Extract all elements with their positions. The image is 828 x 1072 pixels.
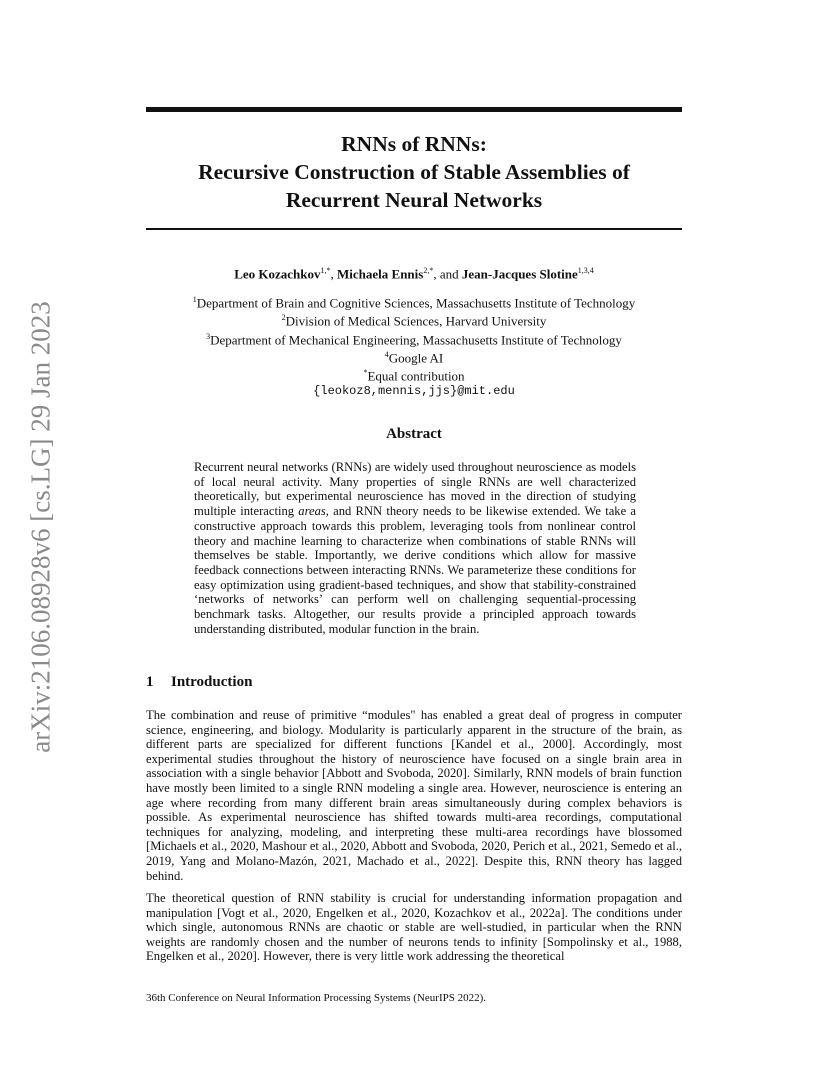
affiliation-text: Department of Brain and Cognitive Sciences, Massachusetts Institute of Technology: [196, 295, 636, 311]
section-number: 1: [146, 674, 154, 690]
abstract-heading: Abstract: [386, 426, 442, 442]
paper-title: [146, 130, 682, 214]
arxiv-identifier-stamp[interactable]: arXiv:2106.08928v6 [cs.LG] 29 Jan 2023: [25, 301, 56, 753]
section-title: Introduction: [171, 674, 253, 690]
affiliation-mark: 4: [384, 349, 389, 359]
author-list: [146, 262, 682, 282]
section-heading: [146, 674, 252, 691]
author-separator: ,: [330, 266, 338, 282]
author-name: Michaela Ennis: [337, 266, 424, 282]
author-name: Leo Kozachkov: [234, 266, 321, 282]
body-paragraph: The theoretical question of RNN stability is crucial for understanding information propagation and manipulation [Vogt et al., 2020, Engelken et al., 2020, Kozachkov et al., 2022a]. The conditions under which single, autonomous RNNs are chaotic or stable are well-studied, in particular when the RNN weights are randomly chosen and the number of neurons tends to infinity [Sompolinsky et al., 1988, Engelken et al., 2020]. However, there is very little work addressing the theoretical: [146, 891, 682, 964]
affiliation-text: Google AI: [388, 350, 444, 366]
author-separator: , and: [433, 266, 462, 282]
conference-footnote: 36th Conference on Neural Information Processing Systems (NeurIPS 2022).: [146, 992, 487, 1004]
body-paragraph: The combination and reuse of primitive “modules" has enabled a great deal of progress in computer science, engineering, and biology. Modularity is particularly apparent in the structure of the brain, as different parts are specialized for different functions [Kandel et al., 2000]. Accordingly, most experimental studies throughout the history of neuroscience have focused on a single brain area in association with a single behavior [Abbott and Svoboda, 2020]. Similarly, RNN models of brain function have mostly been limited to a single RNN modeling a single area. However, neuroscience is entering an age where recording from many different brain areas simultaneously during complex behaviors is possible. As experimental neuroscience has shifted towards multi-area recordings, computational techniques for analyzing, modeling, and interpreting these multi-area recordings have blossomed [Michaels et al., 2020, Mashour et al., 2020, Abbott and Svoboda, 2020, Perich et al., 2021, Semedo et al., 2019, Yang and Molano-Mazón, 2021, Machado et al., 2022]. Despite this, RNN theory has lagged behind.: [146, 708, 682, 883]
affiliation-mark: 1: [192, 295, 197, 304]
title-line-1: RNNs of RNNs:: [341, 132, 487, 156]
title-bottom-rule: [146, 228, 682, 230]
affiliation: [146, 310, 682, 328]
author-affiliation-marks: 1,3,4: [577, 266, 594, 275]
abstract-text-part: Recurrent neural networks (RNNs) are widely used throughout neuroscience as models of local neural activity. Many properties of single RNNs are well characterized theoretically, but experimental neuroscience has moved in the direction of studying multiple interacting: [194, 460, 636, 519]
contact-email[interactable]: {leokoz8,mennis,jjs}@mit.edu: [313, 383, 515, 398]
author-affiliation-marks: 1,*: [320, 266, 331, 275]
author-affiliation-marks: 2,*: [423, 266, 434, 275]
affiliation: [146, 365, 682, 383]
title-top-rule: [146, 107, 682, 112]
affiliation-text: Division of Medical Sciences, Harvard University: [285, 313, 547, 329]
affiliation-mark: 3: [206, 331, 211, 341]
affiliation-mark: 2: [281, 313, 286, 323]
abstract-body: [194, 460, 636, 636]
abstract-text-part: , and RNN theory needs to be likewise extended. We take a constructive approach towards this problem, leveraging tools from nonlinear control theory and machine learning to characterize when combinations of stable RNNs will themselves be stable. Importantly, we derive conditions which allow for massive feedback connections between interacting RNNs. We parameterize these conditions for easy optimization using gradient-based techniques, and show that stability-constrained ‘networks of networks’ can perform well on challenging sequential-processing benchmark tasks. Altogether, our results provide a principled approach towards understanding distributed, modular function in the brain.: [194, 504, 636, 636]
abstract-emphasis: areas: [298, 504, 326, 519]
affiliation-mark: *: [363, 368, 368, 378]
affiliation: [146, 347, 682, 365]
affiliation: [146, 292, 682, 310]
author-name: Jean-Jacques Slotine: [461, 266, 578, 282]
affiliation: [146, 329, 682, 347]
title-line-2: Recursive Construction of Stable Assemblies of: [198, 160, 630, 184]
title-line-3: Recurrent Neural Networks: [285, 188, 543, 212]
affiliation-list: [146, 292, 682, 399]
affiliation-text: Department of Mechanical Engineering, Massachusetts Institute of Technology: [210, 331, 622, 347]
affiliation-text: Equal contribution: [367, 368, 465, 384]
